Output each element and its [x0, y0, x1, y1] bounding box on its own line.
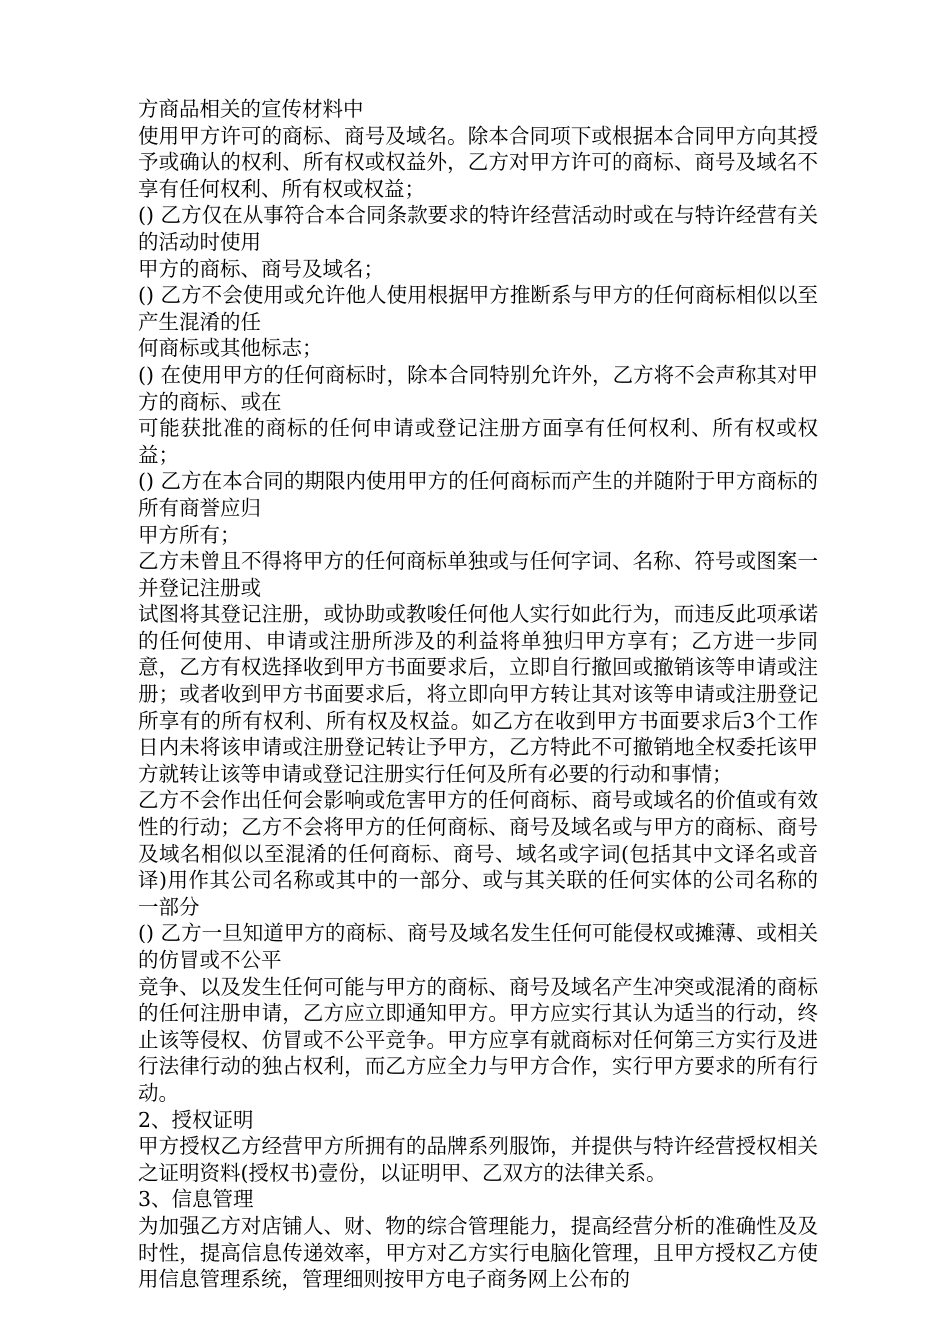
paragraph-infringement-notice-cont: 竞争、以及发生任何可能与甲方的商标、商号及域名产生冲突或混淆的商标的任何注册申请，乙方应立即通知甲方。甲方应实行其认为适当的行动，终止该等侵权、仿冒或不公平竞争。甲方应享有就商标对任何第三方实行及进行法律行动的独占权利，而乙方应全力与甲方合作，实行甲方要求的所有行动。 [138, 974, 818, 1105]
paragraph-franchise-use: () 乙方仅在从事符合本合同条款要求的特许经营活动时或在与特许经营有关的活动时使用 [138, 203, 818, 254]
paragraph-information-management: 为加强乙方对店铺人、财、物的综合管理能力，提高经营分析的准确性及及时性，提高信息传递效率，甲方对乙方实行电脑化管理，且甲方授权乙方使用信息管理系统，管理细则按甲方电子商务网上公布的 [138, 1213, 818, 1292]
paragraph-no-confusing-marks: () 乙方不会使用或允许他人使用根据甲方推断系与甲方的任何商标相似以至产生混淆的任 [138, 283, 818, 334]
paragraph-goodwill-cont: 甲方所有； [138, 522, 241, 547]
paragraph-no-confusing-marks-cont: 何商标或其他标志； [138, 336, 323, 361]
paragraph-no-rights-claim: () 在使用甲方的任何商标时，除本合同特别允许外，乙方将不会声称其对甲方的商标、或在 [138, 362, 818, 414]
section-heading-information-management: 3、信息管理 [138, 1187, 254, 1212]
paragraph-infringement-notice: () 乙方一旦知道甲方的商标、商号及域名发生任何可能侵权或摊薄、或相关的仿冒或不公平 [138, 921, 818, 972]
paragraph-no-harm: 乙方不会作出任何会影响或危害甲方的任何商标、商号或域名的价值或有效性的行动；乙方不会将甲方的任何商标、商号及域名或与甲方的商标、商号及域名相似以至混淆的任何商标、商号、域名或字词(包括其中文译名或音译)用作其公司名称或其中的一部分、或与其关联的任何实体的公司名称的一部分 [138, 788, 818, 919]
paragraph-registration-transfer: 试图将其登记注册，或协助或教唆任何他人实行如此行为，而违反此项承诺的任何使用、申请或注册所涉及的利益将单独归甲方享有；乙方进一步同意，乙方有权选择收到甲方书面要求后，立即自行撤回或撤销该等申请或注册；或者收到甲方书面要求后，将立即向甲方转让其对该等申请或注册登记所享有的所有权利、所有权及权益。如乙方在收到甲方书面要求后3个工作日内未将该申请或注册登记转让予甲方，乙方特此不可撤销地全权委托该甲方就转让该等申请或登记注册实行任何及所有必要的行动和事情； [138, 602, 818, 786]
paragraph-no-rights-claim-cont: 可能获批准的商标的任何申请或登记注册方面享有任何权利、所有权或权益； [138, 416, 818, 467]
paragraph-authorization: 甲方授权乙方经营甲方所拥有的品牌系列服饰，并提供与特许经营授权相关之证明资料(授权书)壹份，以证明甲、乙双方的法律关系。 [138, 1134, 818, 1185]
section-heading-authorization: 2、授权证明 [138, 1107, 254, 1132]
paragraph-trademark-use: 使用甲方许可的商标、商号及域名。除本合同项下或根据本合同甲方向其授予或确认的权利、所有权或权益外，乙方对甲方许可的商标、商号及域名不享有任何权利、所有权或权益； [138, 123, 818, 201]
paragraph-goodwill: () 乙方在本合同的期限内使用甲方的任何商标而产生的并随附于甲方商标的所有商誉应归 [138, 469, 818, 520]
paragraph-no-registration: 乙方未曾且不得将甲方的任何商标单独或与任何字词、名称、符号或图案一并登记注册或 [138, 549, 818, 600]
document-page [138, 96, 818, 1293]
paragraph-promo-materials: 方商品相关的宣传材料中 [138, 97, 364, 121]
paragraph-trademark-use-cont: 甲方的商标、商号及域名； [138, 256, 384, 281]
